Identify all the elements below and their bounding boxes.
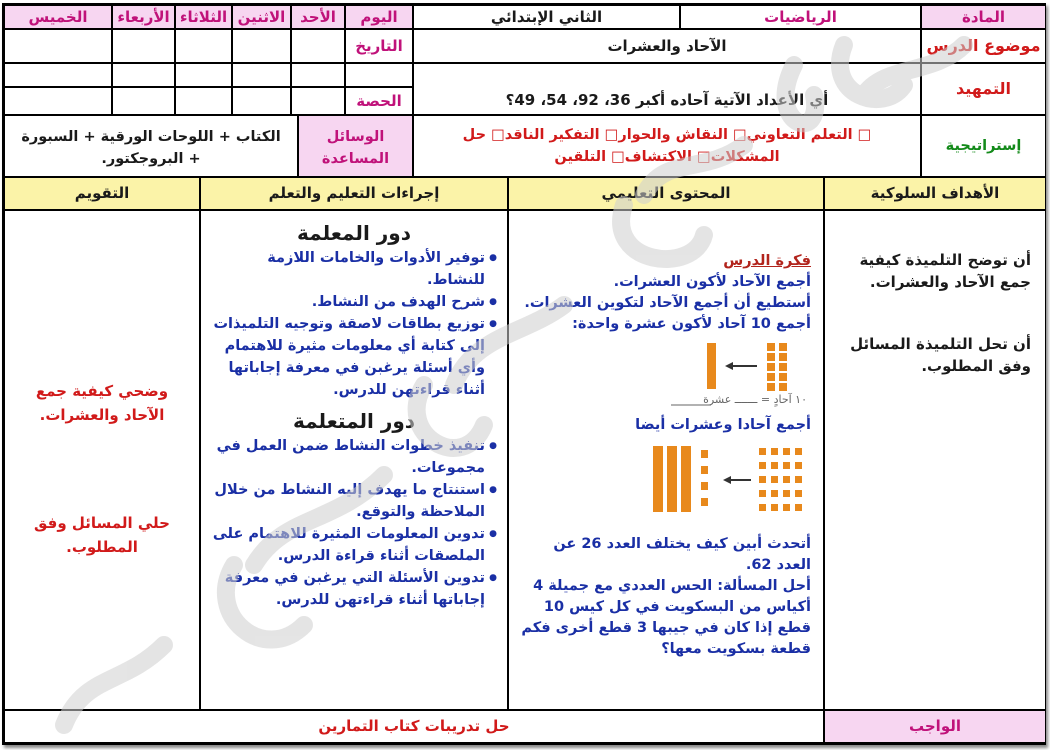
student-item-3: ● تدوين المعلومات المثيرة للاهتمام على الملصقات أثناء قراءة الدرس. <box>211 523 497 567</box>
lesson-idea-title: فكرة الدرس <box>723 253 811 269</box>
row3-monday-top <box>232 63 291 87</box>
day-label: اليوم <box>345 5 413 29</box>
content-line-5: أتحدث أبين كيف يختلف العدد 26 عن العدد 62. <box>553 536 811 573</box>
day-sunday: الأحد <box>291 5 345 29</box>
teacher-item-3: ● توزيع بطاقات لاصقة وتوجيه التلميذات إلى كتابة أي معلومات مثيرة للاهتمام وأي أسئلة يرغبن في معرفة إجاباتها أثناء قراءتهن للدرس. <box>211 313 497 401</box>
intro-value: أي الأعداد الآتية آحاده أكبر 36، 92، 54، 49؟ <box>413 87 921 115</box>
objective-1: أن توضح التلميذة كيفية جمع الآحاد والعشرات. <box>859 251 1031 291</box>
student-item-2: ● استنتاج ما يهدف إليه النشاط من خلال الملاحظة والتوقع. <box>211 479 497 523</box>
period-wednesday <box>112 87 175 115</box>
intro-label: التمهيد <box>921 63 1046 115</box>
content-line-2: أستطيع أن أجمع الآحاد لتكوين العشرات. <box>524 295 811 311</box>
header-content: المحتوى التعليمي <box>508 177 824 210</box>
period-tuesday <box>175 87 232 115</box>
teacher-role-title: دور المعلمة <box>297 221 411 245</box>
day-tuesday: الثلاثاء <box>175 5 232 29</box>
content-line-1: أجمع الآحاد لأكون العشرات. <box>613 274 811 290</box>
strategy-value: □ التعلم التعاوني□ النقاش والحوار□ التفكير الناقد□ حل المشكلات□ الاكتشاف□ التلقين <box>413 115 921 177</box>
content-cell <box>508 210 824 710</box>
period-label: الحصة <box>345 87 413 115</box>
student-role-title: دور المتعلمة <box>292 409 416 433</box>
objective-2: أن تحل التلميذة المسائل وفق المطلوب. <box>850 335 1031 375</box>
header-objectives: الأهداف السلوكية <box>824 177 1046 210</box>
date-sunday <box>291 29 345 63</box>
ones-tens-diagram <box>521 335 811 411</box>
strategy-label: إستراتيجية <box>921 115 1046 177</box>
procedures-cell <box>200 210 508 710</box>
day-monday: الاثنين <box>232 5 291 29</box>
header-procedures: إجراءات التعليم والتعلم <box>200 177 508 210</box>
content-line-4: أجمع آحادا وعشرات أيضا <box>635 417 811 433</box>
evaluation-cell <box>4 210 200 710</box>
period-monday <box>232 87 291 115</box>
homework-label: الواجب <box>824 710 1046 743</box>
period-sunday <box>291 87 345 115</box>
tens-ones-diagram <box>521 436 811 528</box>
topic-label: موضوع الدرس <box>921 29 1046 63</box>
content-line-6: أحل المسألة: الحس العددي مع جميلة 4 أكياس من البسكويت في كل كيس 10 قطع إذا كان في جيبها 3 قطع أخرى فكم قطعة بسكويت معها؟ <box>521 578 811 657</box>
period-thursday <box>4 87 112 115</box>
date-wednesday <box>112 29 175 63</box>
evaluation-item-2: حلي المسائل وفق المطلوب. <box>34 514 170 556</box>
evaluation-item-1: وضحي كيفية جمع الآحاد والعشرات. <box>35 382 169 424</box>
tools-value: الكتاب + اللوحات الورقية + السبورة + البروجكتور. <box>4 115 298 177</box>
date-monday <box>232 29 291 63</box>
date-tuesday <box>175 29 232 63</box>
student-role-list <box>211 435 497 611</box>
row3-sunday-top <box>291 63 345 87</box>
content-line-3: أجمع 10 آحاد لأكون عشرة واحدة: <box>572 316 811 332</box>
student-item-4: ● تدوين الأسئلة التي يرغبن في معرفة إجاباتها أثناء قراءتهن للدرس. <box>211 567 497 611</box>
period-label-top <box>345 63 413 87</box>
date-thursday <box>4 29 112 63</box>
subject-value: الرياضيات <box>680 5 921 29</box>
day-wednesday: الأربعاء <box>112 5 175 29</box>
diagram-caption: ١٠ آحادٍ = ـــــــ عشرة <box>703 393 807 406</box>
teacher-role-list <box>211 247 497 401</box>
tools-label: الوسائل المساعدة <box>298 115 413 177</box>
grade-value: الثاني الإبتدائي <box>413 5 680 29</box>
header-evaluation: التقويم <box>4 177 200 210</box>
subject-label: المادة <box>921 5 1046 29</box>
teacher-item-2: ● شرح الهدف من النشاط. <box>211 291 497 313</box>
tens-and-ones-figure <box>521 436 811 528</box>
date-label: التاريخ <box>345 29 413 63</box>
teacher-item-1: ● توفير الأدوات والخامات اللازمة للنشاط. <box>211 247 497 291</box>
homework-value: حل تدريبات كتاب التمارين <box>4 710 824 743</box>
day-thursday: الخميس <box>4 5 112 29</box>
lesson-plan-sheet <box>2 3 1046 745</box>
student-item-1: ● تنفيذ خطوات النشاط ضمن العمل في مجموعات. <box>211 435 497 479</box>
objectives-cell <box>824 210 1046 710</box>
row3-wednesday-top <box>112 63 175 87</box>
row3-tuesday-top <box>175 63 232 87</box>
topic-value: الآحاد والعشرات <box>413 29 921 63</box>
intro-top-blank <box>413 63 921 87</box>
row3-thursday-top <box>4 63 112 87</box>
